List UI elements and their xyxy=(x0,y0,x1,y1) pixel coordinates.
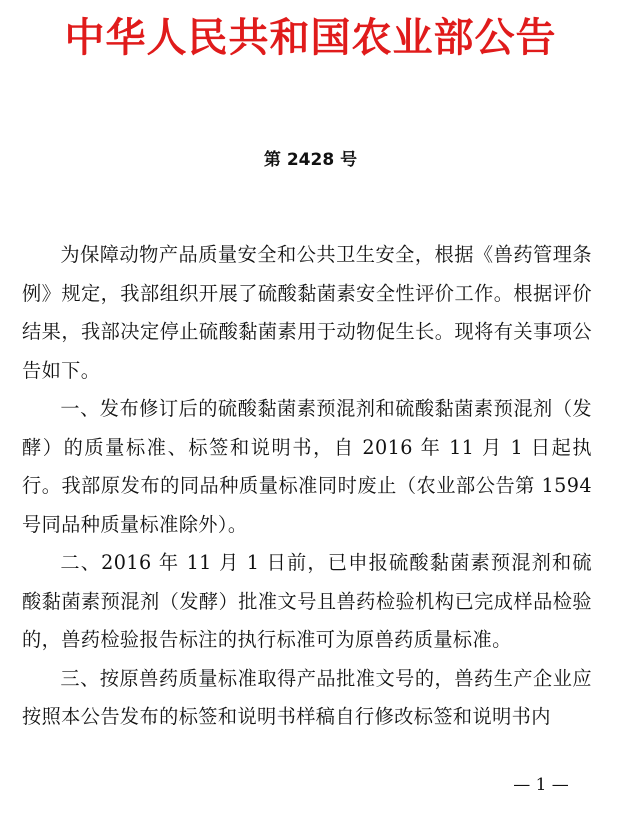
page-number: — 1 — xyxy=(513,775,569,795)
paragraph-item-1: 一、发布修订后的硫酸黏菌素预混剂和硫酸黏菌素预混剂（发酵）的质量标准、标签和说明书，自 2016 年 11 月 1 日起执行。我部原发布的同品种质量标准同时废止（农业部公告第 1594 号同品种质量标准除外）。 xyxy=(22,397,592,536)
announcement-number: 第 2428 号 xyxy=(263,150,358,170)
paragraph-item-3: 三、按原兽药质量标准取得产品批准文号的，兽药生产企业应按照本公告发布的标签和说明书样稿自行修改标签和说明书内 xyxy=(22,666,592,728)
paragraph-intro: 为保障动物产品质量安全和公共卫生安全，根据《兽药管理条例》规定，我部组织开展了硫酸黏菌素安全性评价工作。根据评价结果，我部决定停止硫酸黏菌素用于动物促生长。现将有关事项公告如下。 xyxy=(22,243,592,382)
paragraph-item-2: 二、2016 年 11 月 1 日前，已申报硫酸黏菌素预混剂和硫酸黏菌素预混剂（发酵）批准文号且兽药检验机构已完成样品检验的，兽药检验报告标注的执行标准可为原兽药质量标准。 xyxy=(22,551,592,651)
announcement-body xyxy=(22,236,592,737)
announcement-header-title: 中华人民共和国农业部公告 xyxy=(64,14,557,61)
